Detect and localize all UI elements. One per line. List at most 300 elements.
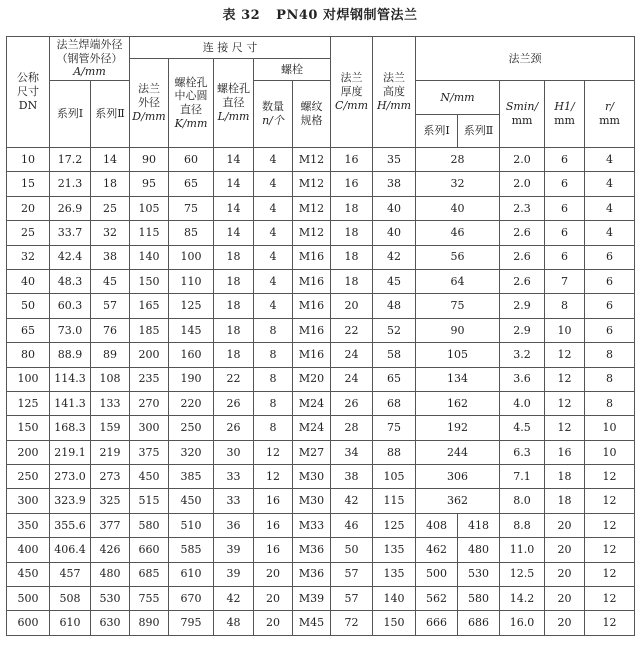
cell-n2: 480 — [458, 538, 500, 562]
cell-dn: 15 — [7, 172, 50, 196]
cell-dn: 600 — [7, 611, 50, 635]
cell-n: 162 — [416, 391, 500, 415]
table-row — [7, 416, 635, 440]
cell-l: 18 — [214, 245, 254, 269]
header-bolt: 螺栓 — [254, 59, 331, 81]
table-row — [7, 318, 635, 342]
cell-c: 16 — [331, 172, 373, 196]
cell-r: 6 — [585, 294, 635, 318]
cell-h: 40 — [373, 221, 416, 245]
cell-n: 8 — [254, 318, 293, 342]
cell-n: 20 — [254, 611, 293, 635]
cell-th: M24 — [293, 391, 331, 415]
cell-d: 235 — [130, 367, 169, 391]
cell-n: 4 — [254, 148, 293, 172]
cell-n: 16 — [254, 538, 293, 562]
cell-s: 14.2 — [500, 587, 545, 611]
cell-k: 125 — [169, 294, 214, 318]
cell-dn: 400 — [7, 538, 50, 562]
cell-h: 42 — [373, 245, 416, 269]
cell-d: 105 — [130, 196, 169, 220]
cell-a1: 114.3 — [50, 367, 91, 391]
cell-n: 16 — [254, 489, 293, 513]
cell-r: 4 — [585, 172, 635, 196]
cell-s: 2.6 — [500, 245, 545, 269]
cell-a1: 219.1 — [50, 440, 91, 464]
cell-c: 72 — [331, 611, 373, 635]
cell-dn: 100 — [7, 367, 50, 391]
cell-h1: 20 — [545, 562, 585, 586]
cell-r: 4 — [585, 196, 635, 220]
cell-k: 510 — [169, 513, 214, 537]
table-row — [7, 148, 635, 172]
table-row — [7, 587, 635, 611]
cell-k: 320 — [169, 440, 214, 464]
cell-h1: 6 — [545, 196, 585, 220]
cell-r: 12 — [585, 465, 635, 489]
cell-h: 35 — [373, 148, 416, 172]
header-neck-smin: Smin/ mm — [500, 81, 545, 148]
cell-d: 375 — [130, 440, 169, 464]
cell-c: 22 — [331, 318, 373, 342]
cell-h: 115 — [373, 489, 416, 513]
cell-dn: 450 — [7, 562, 50, 586]
cell-dn: 125 — [7, 391, 50, 415]
cell-th: M24 — [293, 416, 331, 440]
cell-d: 755 — [130, 587, 169, 611]
cell-c: 16 — [331, 148, 373, 172]
cell-a2: 38 — [91, 245, 130, 269]
cell-h: 40 — [373, 196, 416, 220]
cell-a2: 377 — [91, 513, 130, 537]
cell-h: 125 — [373, 513, 416, 537]
cell-l: 18 — [214, 269, 254, 293]
cell-h1: 16 — [545, 440, 585, 464]
cell-s: 8.8 — [500, 513, 545, 537]
cell-dn: 65 — [7, 318, 50, 342]
cell-d: 95 — [130, 172, 169, 196]
cell-s: 8.0 — [500, 489, 545, 513]
cell-n2: 580 — [458, 587, 500, 611]
cell-dn: 32 — [7, 245, 50, 269]
cell-d: 150 — [130, 269, 169, 293]
cell-c: 28 — [331, 416, 373, 440]
cell-n: 4 — [254, 245, 293, 269]
cell-k: 110 — [169, 269, 214, 293]
cell-h1: 6 — [545, 221, 585, 245]
cell-a1: 26.9 — [50, 196, 91, 220]
cell-s: 12.5 — [500, 562, 545, 586]
cell-d: 185 — [130, 318, 169, 342]
header-neck-n-s1: 系列Ⅰ — [416, 115, 458, 147]
cell-dn: 150 — [7, 416, 50, 440]
cell-h: 135 — [373, 538, 416, 562]
cell-h1: 20 — [545, 538, 585, 562]
cell-a1: 610 — [50, 611, 91, 635]
cell-c: 46 — [331, 513, 373, 537]
cell-d: 685 — [130, 562, 169, 586]
cell-h: 48 — [373, 294, 416, 318]
cell-l: 42 — [214, 587, 254, 611]
cell-k: 585 — [169, 538, 214, 562]
cell-r: 4 — [585, 221, 635, 245]
cell-h: 88 — [373, 440, 416, 464]
table-row — [7, 367, 635, 391]
table-row — [7, 221, 635, 245]
cell-a2: 45 — [91, 269, 130, 293]
cell-a1: 33.7 — [50, 221, 91, 245]
table-title-text: PN40 对焊钢制管法兰 — [276, 8, 418, 23]
header-pipe-series1: 系列Ⅰ — [50, 81, 91, 148]
cell-c: 34 — [331, 440, 373, 464]
header-neck-h1: H1/ mm — [545, 81, 585, 148]
cell-l: 14 — [214, 172, 254, 196]
header-bolt-thread: 螺纹 规格 — [293, 81, 331, 148]
cell-a2: 480 — [91, 562, 130, 586]
table-number: 表 32 — [222, 8, 261, 23]
cell-dn: 40 — [7, 269, 50, 293]
table-row — [7, 538, 635, 562]
cell-s: 2.0 — [500, 148, 545, 172]
cell-h: 52 — [373, 318, 416, 342]
table-row — [7, 245, 635, 269]
cell-n2: 530 — [458, 562, 500, 586]
cell-a2: 159 — [91, 416, 130, 440]
cell-a2: 108 — [91, 367, 130, 391]
cell-n: 362 — [416, 489, 500, 513]
cell-l: 26 — [214, 416, 254, 440]
cell-a2: 426 — [91, 538, 130, 562]
cell-k: 250 — [169, 416, 214, 440]
cell-a2: 133 — [91, 391, 130, 415]
cell-r: 12 — [585, 538, 635, 562]
cell-th: M30 — [293, 489, 331, 513]
cell-k: 190 — [169, 367, 214, 391]
cell-a1: 273.0 — [50, 465, 91, 489]
cell-a1: 73.0 — [50, 318, 91, 342]
table-row — [7, 172, 635, 196]
cell-h: 65 — [373, 367, 416, 391]
cell-h: 58 — [373, 343, 416, 367]
cell-a2: 25 — [91, 196, 130, 220]
cell-n: 4 — [254, 269, 293, 293]
cell-l: 18 — [214, 294, 254, 318]
cell-h1: 6 — [545, 245, 585, 269]
header-neck-n — [416, 81, 500, 148]
cell-c: 18 — [331, 269, 373, 293]
cell-a1: 508 — [50, 587, 91, 611]
table-row — [7, 489, 635, 513]
cell-l: 18 — [214, 343, 254, 367]
cell-a1: 141.3 — [50, 391, 91, 415]
table-row — [7, 269, 635, 293]
cell-s: 2.6 — [500, 269, 545, 293]
cell-n: 134 — [416, 367, 500, 391]
cell-n: 4 — [254, 221, 293, 245]
cell-h1: 12 — [545, 391, 585, 415]
cell-s: 7.1 — [500, 465, 545, 489]
cell-l: 48 — [214, 611, 254, 635]
cell-a2: 219 — [91, 440, 130, 464]
table-row — [7, 440, 635, 464]
flange-spec-table — [6, 36, 635, 636]
cell-n: 105 — [416, 343, 500, 367]
cell-k: 100 — [169, 245, 214, 269]
cell-th: M12 — [293, 148, 331, 172]
header-pipe-od: 法兰焊端外径 （钢管外径） A/mm — [50, 37, 130, 81]
cell-h: 38 — [373, 172, 416, 196]
cell-n2: 686 — [458, 611, 500, 635]
header-flange-od: 法兰 外径 D/mm — [130, 59, 169, 148]
cell-a1: 457 — [50, 562, 91, 586]
cell-th: M45 — [293, 611, 331, 635]
cell-l: 30 — [214, 440, 254, 464]
cell-k: 145 — [169, 318, 214, 342]
cell-n: 90 — [416, 318, 500, 342]
cell-l: 39 — [214, 538, 254, 562]
cell-d: 300 — [130, 416, 169, 440]
cell-th: M16 — [293, 269, 331, 293]
cell-th: M16 — [293, 294, 331, 318]
cell-d: 270 — [130, 391, 169, 415]
cell-r: 12 — [585, 611, 635, 635]
header-bolt-qty: 数量 n/个 — [254, 81, 293, 148]
cell-h1: 20 — [545, 513, 585, 537]
cell-d: 890 — [130, 611, 169, 635]
cell-a2: 89 — [91, 343, 130, 367]
cell-n1: 408 — [416, 513, 458, 537]
cell-k: 795 — [169, 611, 214, 635]
cell-n: 8 — [254, 367, 293, 391]
cell-d: 660 — [130, 538, 169, 562]
cell-l: 26 — [214, 391, 254, 415]
cell-c: 24 — [331, 343, 373, 367]
cell-k: 610 — [169, 562, 214, 586]
cell-k: 220 — [169, 391, 214, 415]
cell-c: 57 — [331, 562, 373, 586]
cell-a1: 406.4 — [50, 538, 91, 562]
header-dn: 公称 尺寸 DN — [7, 37, 50, 148]
cell-s: 4.5 — [500, 416, 545, 440]
cell-c: 18 — [331, 196, 373, 220]
cell-h1: 20 — [545, 611, 585, 635]
cell-h1: 12 — [545, 343, 585, 367]
cell-h1: 12 — [545, 416, 585, 440]
cell-n: 32 — [416, 172, 500, 196]
cell-th: M12 — [293, 196, 331, 220]
cell-k: 85 — [169, 221, 214, 245]
cell-c: 18 — [331, 221, 373, 245]
cell-th: M30 — [293, 465, 331, 489]
cell-s: 16.0 — [500, 611, 545, 635]
cell-a1: 323.9 — [50, 489, 91, 513]
cell-h1: 10 — [545, 318, 585, 342]
cell-k: 385 — [169, 465, 214, 489]
cell-l: 36 — [214, 513, 254, 537]
cell-a2: 57 — [91, 294, 130, 318]
cell-a1: 355.6 — [50, 513, 91, 537]
cell-a1: 88.9 — [50, 343, 91, 367]
cell-n: 28 — [416, 148, 500, 172]
cell-r: 6 — [585, 245, 635, 269]
cell-s: 2.6 — [500, 221, 545, 245]
cell-r: 8 — [585, 343, 635, 367]
cell-r: 6 — [585, 269, 635, 293]
table-row — [7, 391, 635, 415]
cell-s: 6.3 — [500, 440, 545, 464]
cell-n: 64 — [416, 269, 500, 293]
cell-l: 14 — [214, 221, 254, 245]
header-thickness: 法兰 厚度 C/mm — [331, 37, 373, 148]
table-title — [0, 4, 640, 23]
cell-c: 38 — [331, 465, 373, 489]
cell-dn: 300 — [7, 489, 50, 513]
cell-dn: 200 — [7, 440, 50, 464]
cell-h1: 20 — [545, 587, 585, 611]
cell-k: 65 — [169, 172, 214, 196]
cell-r: 12 — [585, 562, 635, 586]
cell-r: 12 — [585, 587, 635, 611]
cell-a1: 17.2 — [50, 148, 91, 172]
cell-a1: 42.4 — [50, 245, 91, 269]
cell-dn: 250 — [7, 465, 50, 489]
cell-a2: 530 — [91, 587, 130, 611]
cell-n: 12 — [254, 440, 293, 464]
cell-a1: 48.3 — [50, 269, 91, 293]
cell-h1: 7 — [545, 269, 585, 293]
cell-dn: 20 — [7, 196, 50, 220]
cell-n: 192 — [416, 416, 500, 440]
cell-a1: 21.3 — [50, 172, 91, 196]
cell-l: 39 — [214, 562, 254, 586]
cell-dn: 350 — [7, 513, 50, 537]
cell-n: 20 — [254, 562, 293, 586]
cell-h: 75 — [373, 416, 416, 440]
cell-n: 306 — [416, 465, 500, 489]
cell-th: M33 — [293, 513, 331, 537]
cell-n: 16 — [254, 513, 293, 537]
table-row — [7, 343, 635, 367]
cell-a2: 325 — [91, 489, 130, 513]
cell-h: 135 — [373, 562, 416, 586]
cell-a2: 14 — [91, 148, 130, 172]
cell-r: 12 — [585, 489, 635, 513]
cell-th: M36 — [293, 562, 331, 586]
table-row — [7, 465, 635, 489]
cell-h: 45 — [373, 269, 416, 293]
cell-h1: 18 — [545, 465, 585, 489]
cell-n: 75 — [416, 294, 500, 318]
table-row — [7, 562, 635, 586]
cell-n1: 562 — [416, 587, 458, 611]
header-height: 法兰 高度 H/mm — [373, 37, 416, 148]
cell-r: 12 — [585, 513, 635, 537]
cell-d: 200 — [130, 343, 169, 367]
header-bolt-circle: 螺栓孔 中心圆 直径 K/mm — [169, 59, 214, 148]
cell-a2: 76 — [91, 318, 130, 342]
cell-th: M16 — [293, 318, 331, 342]
cell-n: 46 — [416, 221, 500, 245]
cell-a1: 60.3 — [50, 294, 91, 318]
cell-c: 26 — [331, 391, 373, 415]
cell-l: 14 — [214, 148, 254, 172]
cell-n: 56 — [416, 245, 500, 269]
cell-r: 8 — [585, 391, 635, 415]
cell-n: 4 — [254, 196, 293, 220]
cell-a2: 630 — [91, 611, 130, 635]
cell-n: 40 — [416, 196, 500, 220]
cell-th: M16 — [293, 343, 331, 367]
cell-n2: 418 — [458, 513, 500, 537]
cell-a2: 18 — [91, 172, 130, 196]
cell-th: M36 — [293, 538, 331, 562]
cell-th: M39 — [293, 587, 331, 611]
cell-dn: 10 — [7, 148, 50, 172]
cell-n1: 500 — [416, 562, 458, 586]
cell-dn: 50 — [7, 294, 50, 318]
cell-h: 150 — [373, 611, 416, 635]
header-connection: 连 接 尺 寸 — [130, 37, 331, 59]
cell-d: 515 — [130, 489, 169, 513]
header-neck-n-s2: 系列Ⅱ — [463, 124, 494, 137]
cell-dn: 80 — [7, 343, 50, 367]
cell-h1: 18 — [545, 489, 585, 513]
header-neck-r: r/ mm — [585, 81, 635, 148]
cell-l: 33 — [214, 489, 254, 513]
cell-h: 105 — [373, 465, 416, 489]
cell-r: 6 — [585, 318, 635, 342]
cell-s: 3.2 — [500, 343, 545, 367]
cell-k: 450 — [169, 489, 214, 513]
cell-c: 57 — [331, 587, 373, 611]
cell-s: 3.6 — [500, 367, 545, 391]
cell-c: 50 — [331, 538, 373, 562]
cell-s: 2.3 — [500, 196, 545, 220]
cell-s: 2.9 — [500, 294, 545, 318]
table-row — [7, 513, 635, 537]
cell-s: 4.0 — [500, 391, 545, 415]
cell-l: 14 — [214, 196, 254, 220]
table-row — [7, 196, 635, 220]
cell-dn: 500 — [7, 587, 50, 611]
cell-n: 8 — [254, 391, 293, 415]
cell-h1: 6 — [545, 148, 585, 172]
cell-th: M12 — [293, 172, 331, 196]
table-body — [7, 148, 635, 636]
cell-c: 24 — [331, 367, 373, 391]
cell-r: 10 — [585, 416, 635, 440]
table-row — [7, 294, 635, 318]
cell-d: 165 — [130, 294, 169, 318]
cell-a2: 32 — [91, 221, 130, 245]
cell-h: 140 — [373, 587, 416, 611]
cell-r: 4 — [585, 148, 635, 172]
cell-r: 10 — [585, 440, 635, 464]
cell-n: 20 — [254, 587, 293, 611]
cell-d: 580 — [130, 513, 169, 537]
cell-l: 18 — [214, 318, 254, 342]
cell-th: M16 — [293, 245, 331, 269]
cell-n: 8 — [254, 343, 293, 367]
cell-c: 20 — [331, 294, 373, 318]
cell-k: 75 — [169, 196, 214, 220]
cell-c: 42 — [331, 489, 373, 513]
header-neck: 法兰颈 — [416, 37, 635, 81]
header-neck-n-label: N/mm — [440, 91, 475, 104]
cell-l: 33 — [214, 465, 254, 489]
cell-s: 11.0 — [500, 538, 545, 562]
cell-c: 18 — [331, 245, 373, 269]
